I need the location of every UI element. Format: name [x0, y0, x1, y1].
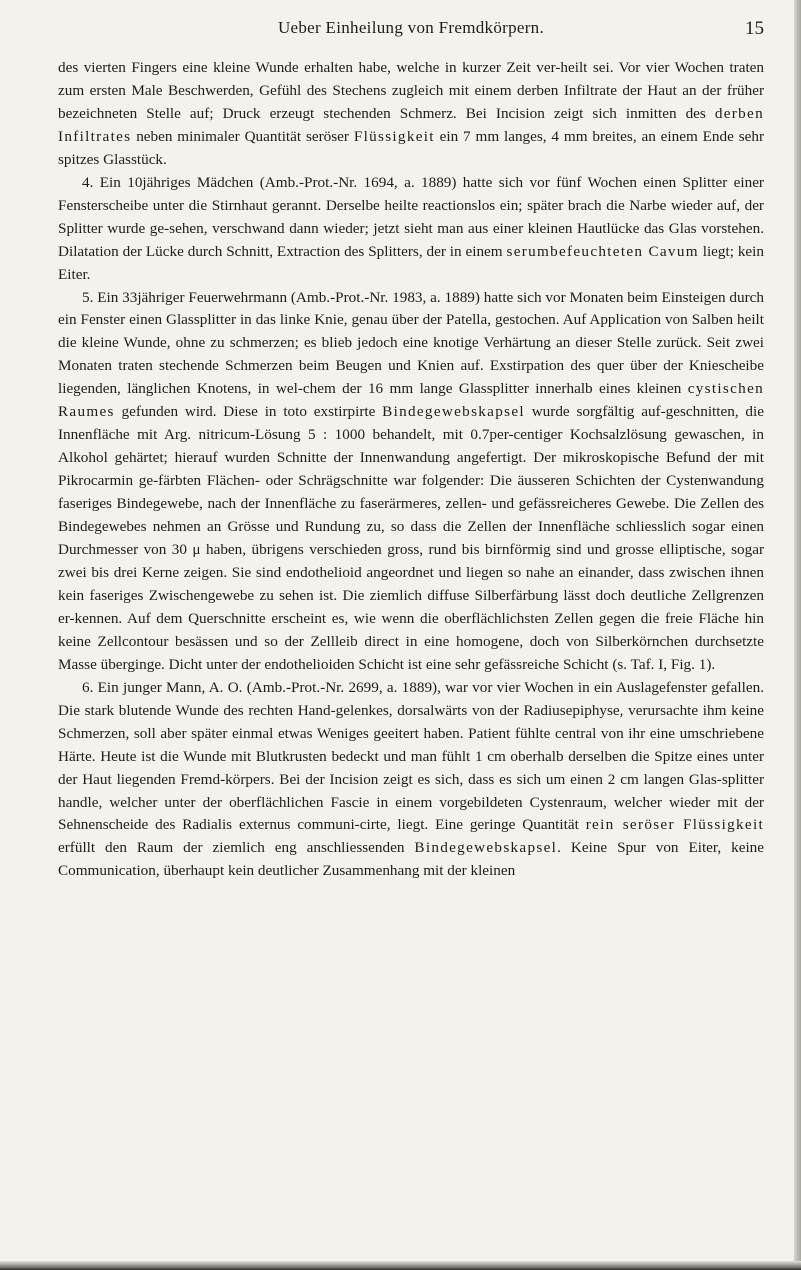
paragraph-case-5 — [58, 287, 764, 677]
text-run: liegt; kein Eiter. — [58, 242, 764, 283]
paragraph-case-4 — [58, 172, 764, 287]
text-run: ein 7 mm langes, 4 mm breites, an einem Ende sehr spitzes Glasstück. — [58, 127, 764, 168]
text-run: . Keine Spur von Eiter, keine Communication, überhaupt kein deutlicher Zusammenhang mit der kleinen — [58, 839, 764, 880]
text-run: 4. Ein 10jähriges Mädchen (Amb.-Prot.-Nr. 1694, a. 1889) hatte sich vor fünf Wochen einen Splitter einer Fensterscheibe unter die Stirnhaut gerannt. Derselbe heilte reactionslos ein; später brach die Narbe wieder auf, der Splitter wurde ge-sehen, verschwand dann wieder; jetzt sieht man aus einer kleinen Hautlücke das Glas vorstehen. Dilatation der Lücke durch Schnitt, Extraction des Splitters, der in einem — [58, 173, 764, 260]
page-right-edge — [794, 0, 801, 1270]
running-title: Ueber Einheilung von Fremdkörpern. — [277, 18, 545, 37]
text-run: gefunden wird. Diese in toto exstirpirte — [114, 403, 383, 421]
spaced-emphasis: serumbefeuchteten Cavum — [506, 242, 699, 260]
spaced-emphasis: Flüssigkeit — [353, 127, 435, 145]
text-run: erfüllt den Raum der ziemlich eng anschliessenden — [58, 839, 415, 857]
spaced-emphasis: rein seröser Flüssigkeit — [585, 816, 764, 834]
spaced-emphasis: derben Infiltrates — [58, 104, 764, 145]
text-run: neben minimaler Quantität seröser — [131, 127, 354, 145]
spaced-emphasis: Bindegewebskapsel — [414, 839, 558, 857]
body-text — [58, 57, 764, 883]
spaced-emphasis: Bindegewebskapsel — [382, 403, 525, 421]
page-number: 15 — [745, 18, 764, 39]
page-header — [58, 18, 764, 42]
paragraph-case-3-continued — [58, 57, 764, 172]
spaced-emphasis: cystischen Raumes — [58, 380, 764, 421]
page-bottom-edge — [0, 1261, 801, 1270]
text-run: des vierten Fingers eine kleine Wunde erhalten habe, welche in kurzer Zeit ver-heilt sei. Vor vier Wochen traten zum ersten Male Beschwerden, Gefühl des Stechens zugleich mit einem derben Infiltrate der Haut an der früher bezeichneten Stelle auf; Druck erzeugt stechenden Schmerz. Bei Incision zeigt sich inmitten des — [58, 59, 764, 122]
text-run: 6. Ein junger Mann, A. O. (Amb.-Prot.-Nr. 2699, a. 1889), war vor vier Wochen in ein Auslagefenster gefallen. Die stark blutende Wunde des rechten Hand-gelenkes, dorsalwärts von der Radiusepiphyse, verursachte ihm keine Schmerzen, soll aber später einmal etwas Weniges geeitert haben. Patient fühlte central von ihr eine umschriebene Härte. Heute ist die Wunde mit Blutkrusten bedeckt und man fühlt 1 cm oberhalb derselben die Spitze eines unter der Haut liegenden Fremd-körpers. Bei der Incision zeigt es sich, dass es sich um einen 2 cm langen Glas-splitter handle, welcher unter der oberflächlichen Fascie in einem vorgebildeten Cystenraum, welcher wieder mit der Sehnenscheide des Radialis externus communi-cirte, liegt. Eine geringe Quantität — [58, 678, 764, 834]
paragraph-case-6 — [58, 677, 764, 884]
text-run: 5. Ein 33jähriger Feuerwehrmann (Amb.-Prot.-Nr. 1983, a. 1889) hatte sich vor Monaten beim Einsteigen durch ein Fenster einen Glassplitter in das linke Knie, genau über der Patella, gestochen. Auf Application von Salben heilt die kleine Wunde, ohne zu schmerzen; es blieb jedoch eine knotige Verhärtung an dieser Stelle zurück. Seit zwei Monaten traten stechende Schmerzen beim Beugen und Knien auf. Exstirpation des quer über der Kniescheibe liegenden, länglichen Knotens, in wel-chem der 16 mm lange Glassplitter innerhalb eines kleinen — [58, 288, 764, 398]
text-run: wurde sorgfältig auf-geschnitten, die Innenfläche mit Arg. nitricum-Lösung 5 : 1000 behandelt, mit 0.7per-centiger Kochsalzlösung gewaschen, in Alkohol gehärtet; hierauf wurden Schnitte der Innenwandung angefertigt. Der mikroskopische Befund der mit Pikrocarmin ge-färbten Flächen- oder Schrägschnitte war folgender: Die äusseren Schichten der Cystenwandung faseriges Bindegewebe, nach der Innenfläche zu faserärmeres, zellen- und gefässreicheres Gewebe. Die Zellen des Bindegewebes nehmen an Grösse und Rundung zu, so dass die Zellen der Innenfläche schliesslich sogar einen Durchmesser von 30 μ haben, übrigens verschieden gross, rund bis birnförmig sind und grosse elliptische, sogar zwei bis drei Kerne zeigen. Sie sind endothelioid angeordnet und liegen so nahe an einander, dass zwischen ihnen kein faseriges Zwischengewebe zu sehen ist. Die ziemlich diffuse Silberfärbung lässt doch deutliche Zellgrenzen er-kennen. Auf dem Querschnitte erscheint es, wie wenn die oberflächlichsten Zellen gegen die freie Fläche hin keine Zellcontour besässen und so der Zellleib direct in eine homogene, doch von Silberkörnchen durchsetzte Masse überginge. Dicht unter der endothelioiden Schicht ist eine sehr gefässreiche Schicht (s. Taf. I, Fig. 1). — [58, 403, 764, 673]
